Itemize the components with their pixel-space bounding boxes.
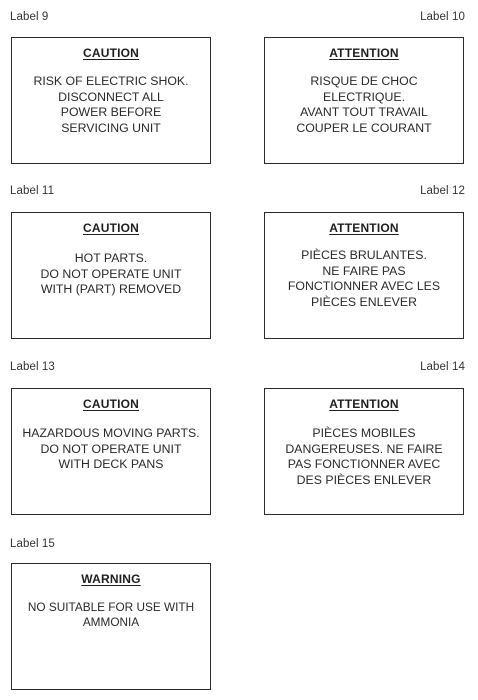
label-13-line-2: DO NOT OPERATE UNIT (40, 441, 182, 456)
label-12-line-2: NE FAIRE PAS (322, 263, 406, 278)
label-11-line-1: HOT PARTS. (74, 251, 148, 265)
label-11-line-3: WITH (PART) REMOVED (40, 282, 182, 296)
label-10-text (265, 74, 463, 136)
label-14-caption: Label 14 (420, 361, 465, 373)
label-12-heading: ATTENTION (329, 221, 399, 235)
label-14-line-1: PIÈCES MOBILES (312, 426, 416, 440)
label-15-caption: Label 15 (10, 538, 55, 550)
label-10-line-2: ELECTRIQUE. (323, 89, 405, 104)
label-11-heading: CAUTION (82, 221, 140, 235)
label-14-text (265, 426, 463, 488)
label-12-line-4: PIÈCES ENLEVER (311, 294, 417, 309)
label-15-text (12, 600, 210, 629)
label-13-heading: CAUTION (82, 397, 140, 411)
label-9-box (11, 37, 211, 164)
label-11-box (11, 212, 211, 339)
label-10-heading: ATTENTION (329, 46, 399, 60)
label-15-line-2: AMMONIA (82, 614, 140, 629)
label-11-text (12, 251, 210, 298)
label-13-line-3: WITH DECK PANS (58, 457, 164, 471)
label-9-line-2: DISCONNECT ALL (58, 89, 164, 104)
label-14-heading: ATTENTION (329, 397, 399, 411)
label-9-heading: CAUTION (82, 46, 140, 60)
label-10-line-3: AVANT TOUT TRAVAIL (300, 105, 428, 119)
label-14-box (264, 388, 464, 515)
label-13-line-1: HAZARDOUS MOVING PARTS. (22, 426, 200, 440)
label-14-line-2: DANGEREUSES. NE FAIRE (285, 441, 443, 456)
label-12-line-1: PIÈCES BRULANTES. (301, 248, 427, 262)
label-10-line-4: COUPER LE COURANT (296, 120, 432, 135)
label-9-line-3: POWER BEFORE (60, 105, 162, 119)
label-12-box (264, 212, 464, 339)
label-14-line-4: DES PIÈCES ENLEVER (296, 472, 432, 487)
label-9-caption: Label 9 (10, 11, 49, 23)
label-10-line-1: RISQUE DE CHOC (310, 74, 418, 88)
label-12-caption: Label 12 (420, 185, 465, 197)
label-9-line-4: SERVICING UNIT (61, 120, 161, 135)
label-10-caption: Label 10 (420, 11, 465, 23)
label-10-box (264, 37, 464, 164)
label-15-line-1: NO SUITABLE FOR USE WITH (27, 600, 195, 614)
label-13-caption: Label 13 (10, 361, 55, 373)
label-15-heading: WARNING (81, 572, 141, 586)
label-11-caption: Label 11 (10, 185, 55, 197)
label-12-line-3: FONCTIONNER AVEC LES (287, 279, 441, 293)
label-14-line-3: PAS FONCTIONNER AVEC (287, 457, 441, 471)
label-13-text (12, 426, 210, 473)
label-12-text (265, 248, 463, 310)
label-13-box (11, 388, 211, 515)
label-9-text (12, 74, 210, 136)
label-9-line-1: RISK OF ELECTRIC SHOK. (33, 74, 189, 88)
label-15-box (11, 563, 211, 690)
label-11-line-2: DO NOT OPERATE UNIT (40, 266, 182, 281)
